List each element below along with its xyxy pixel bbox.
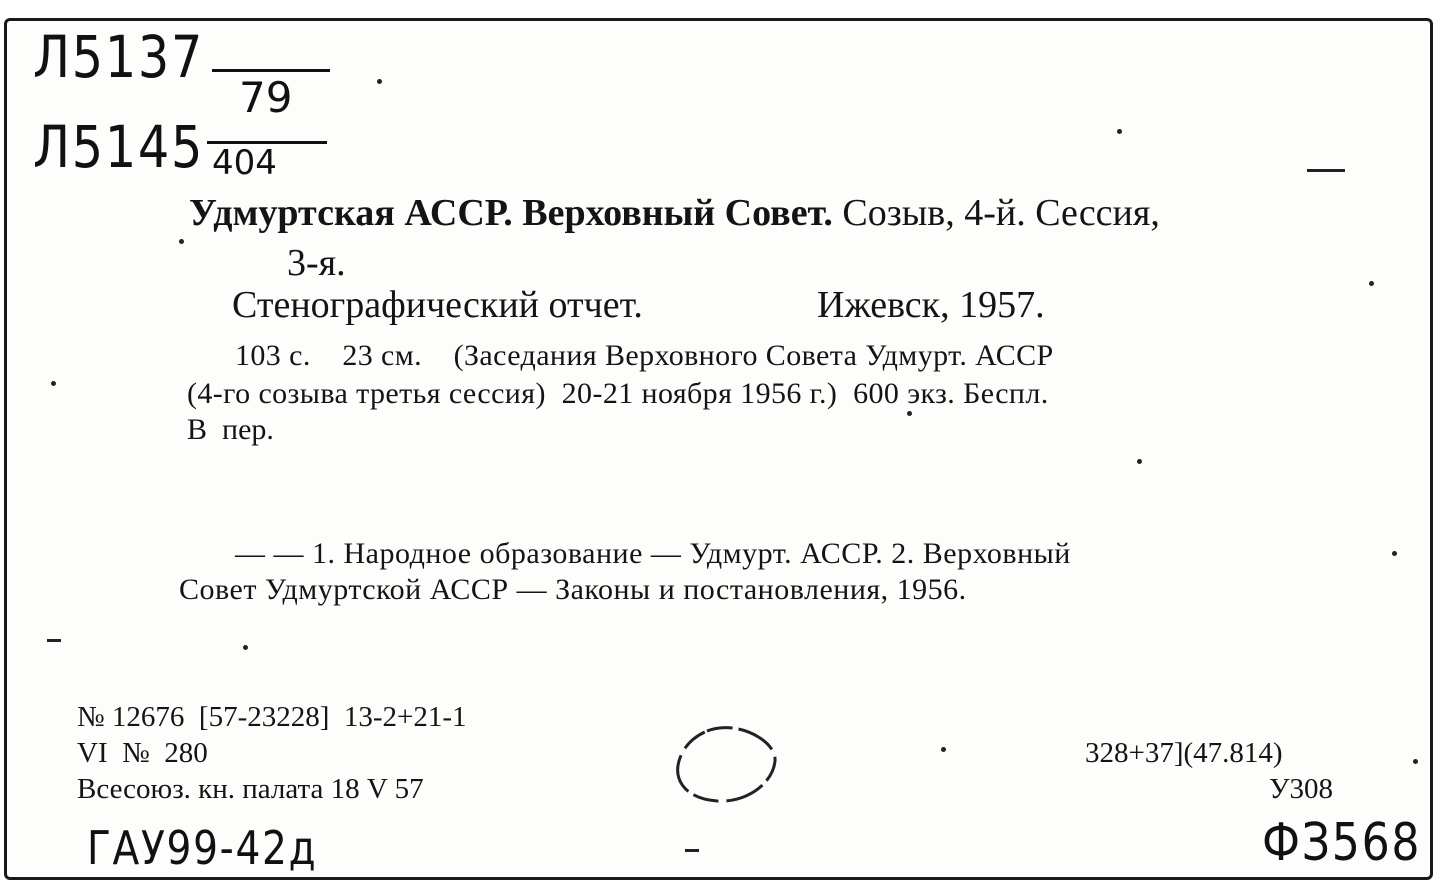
- scan-mark: [1307, 169, 1345, 172]
- footer-code: У308: [1269, 773, 1334, 805]
- handwritten-bottom-left: ГАУ99-42д: [87, 821, 318, 875]
- scan-speck: [1392, 551, 1397, 556]
- stamp-oval: [667, 721, 787, 811]
- catalog-card: [4, 18, 1433, 880]
- scan-speck: [243, 645, 248, 650]
- description-line-2: (4-го созыва третья сессия) 20-21 ноября 1956 г.) 600 экз. Беспл.: [187, 377, 1049, 410]
- entry-heading: [189, 191, 1160, 235]
- handwritten-number-1: 79: [239, 73, 293, 122]
- entry-imprint: Ижевск, 1957.: [817, 284, 1045, 326]
- scan-speck: [51, 381, 56, 386]
- description-line-3: В пер.: [187, 413, 274, 446]
- handwritten-shelfmark-2: Л5145: [33, 113, 205, 181]
- scan-speck: [941, 747, 946, 752]
- scan-speck: [1137, 459, 1142, 464]
- handwritten-number-2: 404: [212, 143, 277, 183]
- scan-speck: [1413, 759, 1418, 764]
- footer-series-number: VI № 280: [77, 737, 208, 769]
- footer-chamber-date: Всесоюз. кн. палата 18 V 57: [77, 773, 424, 805]
- scan-mark: [685, 849, 699, 852]
- description-line-1: 103 с. 23 см. (Заседания Верховного Совета Удмурт. АССР: [235, 339, 1054, 372]
- scan-speck: [1117, 129, 1122, 134]
- subjects-line-2: Совет Удмуртской АССР — Законы и постановления, 1956.: [179, 573, 967, 606]
- scan-speck: [377, 79, 382, 84]
- handwritten-bottom-right: ФЗ568: [1262, 813, 1422, 873]
- entry-heading-continuation: 3-я.: [287, 242, 346, 284]
- subjects-line-1: — — 1. Народное образование — Удмурт. АССР. 2. Верховный: [235, 537, 1071, 570]
- scan-speck: [179, 239, 184, 244]
- entry-heading-rest: Созыв, 4-й. Сессия,: [832, 192, 1160, 234]
- footer-classification: 328+37](47.814): [1085, 737, 1283, 769]
- entry-title: Стенографический отчет.: [232, 284, 643, 326]
- scan-speck: [1369, 281, 1374, 286]
- fraction-line-1: [212, 69, 330, 72]
- entry-heading-bold: Удмуртская АССР. Верховный Совет.: [189, 192, 833, 234]
- scan-speck: [907, 411, 912, 416]
- handwritten-shelfmark-1: Л5137: [33, 23, 205, 91]
- footer-record-number: № 12676 [57-23228] 13-2+21-1: [77, 701, 467, 733]
- scan-mark: [47, 639, 61, 642]
